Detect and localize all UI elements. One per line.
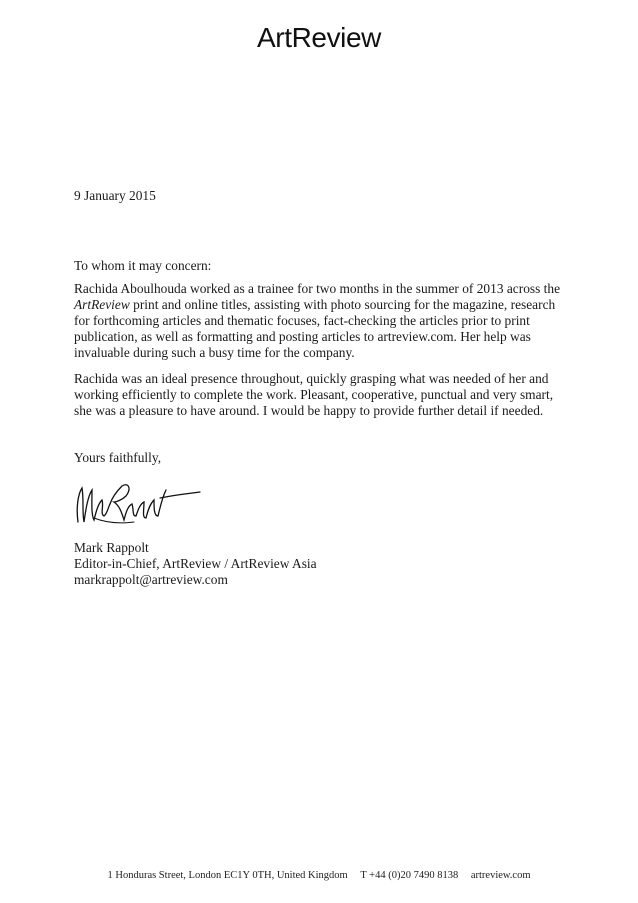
footer-address: 1 Honduras Street, London EC1Y 0TH, United Kingdom (107, 870, 348, 881)
closing: Yours faithfully, (74, 450, 162, 465)
salutation: To whom it may concern: (74, 258, 212, 273)
paragraph-1-start: Rachida Aboulhouda worked as a trainee for two months in the summer of 2013 across the (74, 281, 561, 296)
paragraph-1 (74, 281, 568, 361)
paragraph-1-italic-title: ArtReview (74, 297, 130, 312)
signature-image (74, 478, 204, 528)
signatory-name: Mark Rappolt (74, 540, 149, 555)
artreview-logo: ArtReview (257, 22, 381, 53)
footer (0, 870, 638, 881)
signatory-email: markrappolt@artreview.com (74, 572, 228, 587)
footer-website: artreview.com (470, 870, 531, 881)
paragraph-1-end: print and online titles, assisting with photo sourcing for the magazine, research for forthcoming articles and thematic focuses, fact-checking the articles prior to print publication, as well as formatting and posting articles to artreview.com. Her help was invaluable during such a busy time for the company. (74, 297, 556, 360)
letter-date: 9 January 2015 (74, 188, 156, 203)
paragraph-2: Rachida was an ideal presence throughout, quickly grasping what was needed of her and working efficiently to complete the work. Pleasant, cooperative, punctual and very smart, she was a pleasure to have around. I would be happy to provide further detail if needed. (74, 371, 554, 418)
signature-block (74, 540, 317, 588)
signatory-title: Editor-in-Chief, ArtReview / ArtReview Asia (74, 556, 317, 571)
footer-phone: T +44 (0)20 7490 8138 (360, 870, 459, 881)
